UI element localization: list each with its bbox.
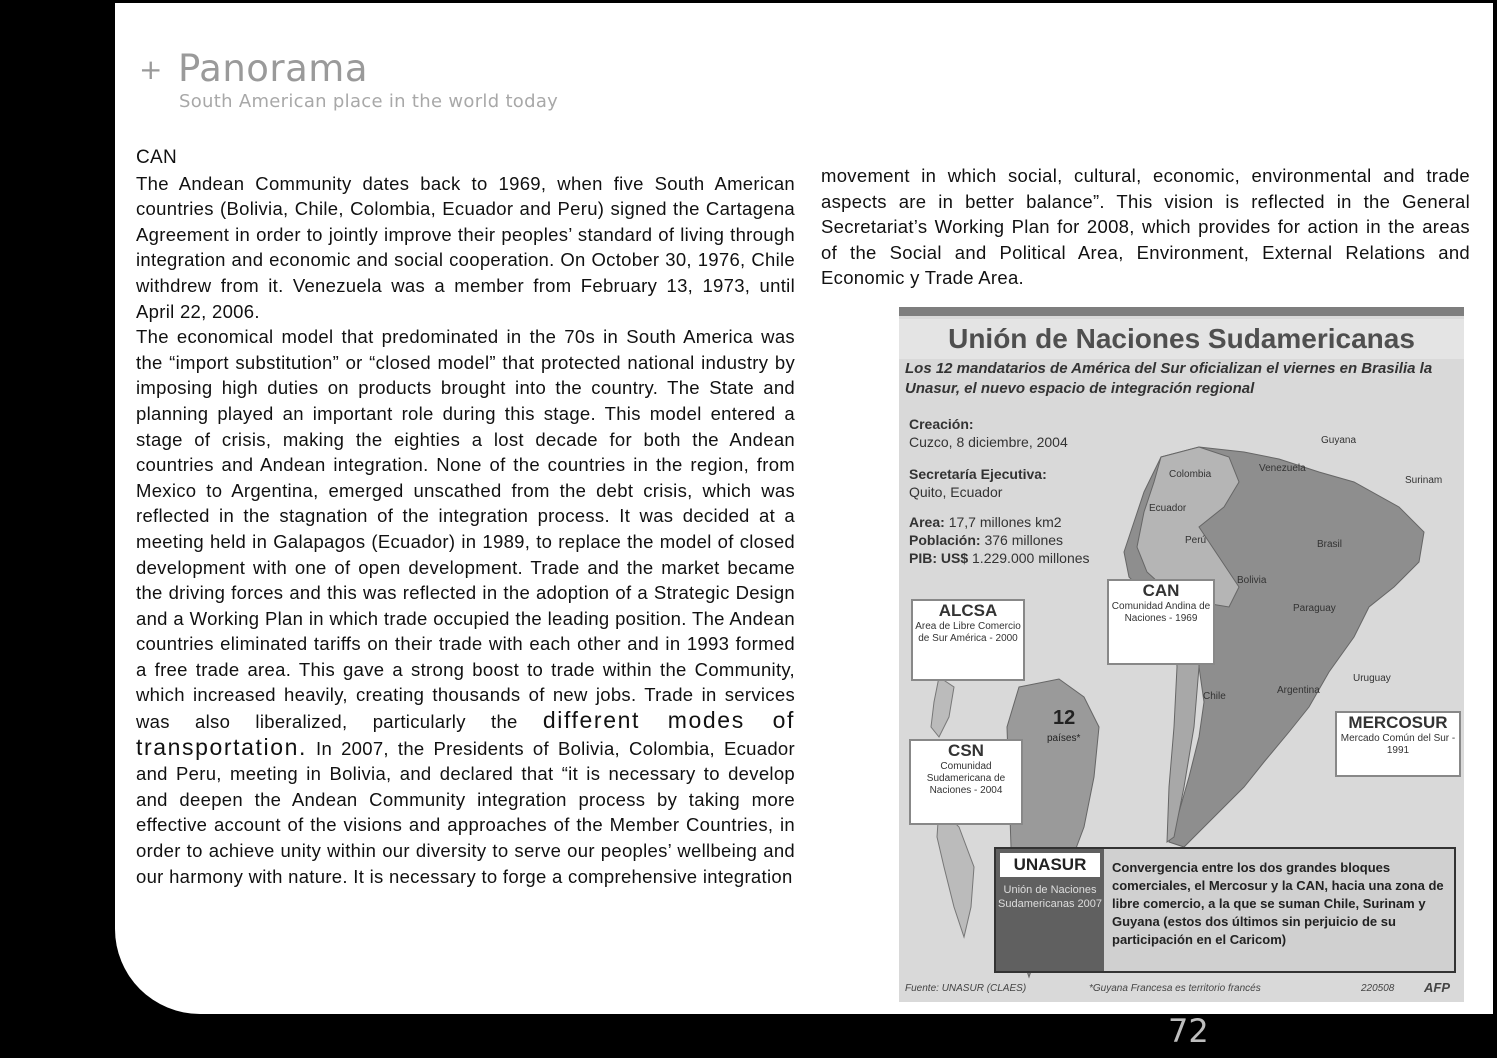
left-column: [136, 145, 795, 889]
info-creacion: [909, 415, 1068, 451]
info-secretaria: [909, 465, 1047, 501]
label-venezuela: Venezuela: [1259, 463, 1306, 474]
can-title: CAN: [1142, 581, 1180, 600]
label-bolivia: Bolivia: [1237, 575, 1267, 586]
secretaria-value: Quito, Ecuador: [909, 484, 1003, 500]
figure-note: *Guyana Francesa es territorio francés: [1089, 983, 1261, 994]
figure-agency-logo: AFP: [1424, 980, 1450, 995]
figure-title: Unión de Naciones Sudamericanas: [899, 319, 1464, 359]
label-peru: Perú: [1185, 535, 1207, 546]
area-value: 17,7 millones km2: [948, 514, 1062, 530]
unasur-panel: [996, 849, 1104, 971]
figure-code: 220508: [1361, 983, 1395, 994]
plus-icon: +: [139, 53, 163, 86]
csn-box: [909, 739, 1023, 825]
csn-title: CSN: [948, 741, 984, 760]
mercosur-box: [1335, 711, 1461, 777]
page-title: Panorama: [178, 47, 369, 90]
section-heading: CAN: [136, 147, 178, 168]
poblacion-label: Población:: [909, 532, 981, 548]
creacion-value: Cuzco, 8 diciembre, 2004: [909, 434, 1068, 450]
pib-label: PIB: US$: [909, 550, 969, 566]
can-text: Comunidad Andina de Naciones - 1969: [1111, 601, 1211, 624]
area-label: Area:: [909, 514, 945, 530]
label-argentina: Argentina: [1277, 685, 1320, 696]
info-stats: [909, 513, 1090, 567]
secretaria-label: Secretaría Ejecutiva:: [909, 466, 1047, 482]
csn-text: Comunidad Sudamericana de Naciones - 2004: [926, 761, 1006, 796]
alcsa-box: [911, 599, 1025, 681]
unasur-box: [994, 847, 1456, 973]
alcsa-shape: [931, 677, 954, 737]
unasur-description: Convergencia entre los dos grandes bloques comerciales, el Mercosur y la CAN, hacia una zona de libre comercio, a la que se suman Chile, Surinam y Guyana (estos dos últimos sin perjuicio de su participación en el Caricom): [1112, 860, 1444, 947]
right-paragraph: movement in which social, cultural, economic, environmental and trade aspects are in better balance”. This vision is reflected in the General Secretariat’s Working Plan for 2008, which provides for action in the areas of the Social and Political Area, Environment, External Relations and Economic y Trade Area.: [821, 165, 1470, 289]
label-uruguay: Uruguay: [1353, 673, 1391, 684]
label-ecuador: Ecuador: [1149, 503, 1187, 514]
figure-subtitle: Los 12 mandatarios de América del Sur oficializan el viernes en Brasilia la Unasur, el nuevo espacio de integración regional: [905, 360, 1433, 397]
unasur-title: UNASUR: [1000, 853, 1100, 877]
figure-source: Fuente: UNASUR (CLAES): [905, 983, 1027, 994]
page-number: 72: [1168, 1012, 1209, 1050]
page-subtitle: South American place in the world today: [179, 91, 559, 112]
unasur-text: Unión de Naciones Sudamericanas 2007: [998, 884, 1102, 910]
creacion-label: Creación:: [909, 416, 974, 432]
paragraph-2-emphasis: different modes of transportation.: [136, 707, 795, 760]
paragraph-1: The Andean Community dates back to 1969, when five South American countries (Bolivia, Chile, Colombia, Ecuador and Peru) signed the Cartagena Agreement in order to jointly improve their peoples’ standard of living through integration and economic and social cooperation. On October 30, 1976, Chile withdrew from it. Venezuela was a member from February 13, 1973, until April 22, 2006.: [136, 172, 795, 322]
page: [115, 3, 1493, 1014]
label-colombia: Colombia: [1169, 469, 1212, 480]
label-chile: Chile: [1203, 691, 1226, 702]
paises-label: países*: [1047, 733, 1081, 744]
paragraph-2: [136, 324, 795, 889]
paragraph-2-continuation: In 2007, the Presidents of Bolivia, Colombia, Ecuador and Peru, meeting in Bolivia, and declared that “it is necessary to develop and deepen the Andean Community integration process by taking more effective account of the visions and approaches of the Member Countries, in order to achieve unity within our diversity to serve our peoples’ wellbeing and our harmony with nature. It is necessary to forge a comprehensive integration: [136, 737, 795, 887]
mercosur-title: MERCOSUR: [1348, 713, 1448, 732]
label-brasil: Brasil: [1317, 539, 1343, 550]
paragraph-2-text: The economical model that predominated in the 70s in South America was the “import substitution” or “closed model” that protected national industry by imposing high duties on products brought into the country. The State and planning played an important role during this stage. This model entered a stage of crisis, making the eighties a lost decade for both the Andean countries and Andean integration. None of the countries in the region, from Mexico to Argentina, emerged unscathed from the debt crisis, which was reflected in the stagnation of the integration process. It was decided at a meeting held in Galapagos (Ecuador) in 1989, to replace the model of closed development with one of open development. Trade and the market became the driving forces and this was reflected in the adoption of a Strategic Design and a Working Plan in which trade occupied the leading position. The Andean countries eliminated tariffs on their trade with each other and in 1993 formed a free trade area. This gave a strong boost to trade within the Community, which increased heavily, creating thousands of new jobs. Trade in services was also liberalized, particularly the: [136, 326, 795, 733]
right-column: [821, 163, 1470, 291]
unasur-infographic: [899, 307, 1464, 1002]
mercosur-text: Mercado Común del Sur - 1991: [1340, 733, 1456, 756]
label-guyana: Guyana: [1321, 435, 1357, 446]
twelve-label: 12: [1053, 707, 1076, 729]
alcsa-tail-shape: [937, 807, 974, 937]
can-box: [1107, 579, 1215, 665]
pib-value: 1.229.000 millones: [972, 550, 1090, 566]
label-surinam: Surinam: [1405, 475, 1443, 486]
label-paraguay: Paraguay: [1293, 603, 1336, 614]
alcsa-title: ALCSA: [938, 601, 998, 620]
poblacion-value: 376 millones: [984, 532, 1064, 548]
alcsa-text: Area de Libre Comercio de Sur América - 2000: [915, 621, 1021, 644]
